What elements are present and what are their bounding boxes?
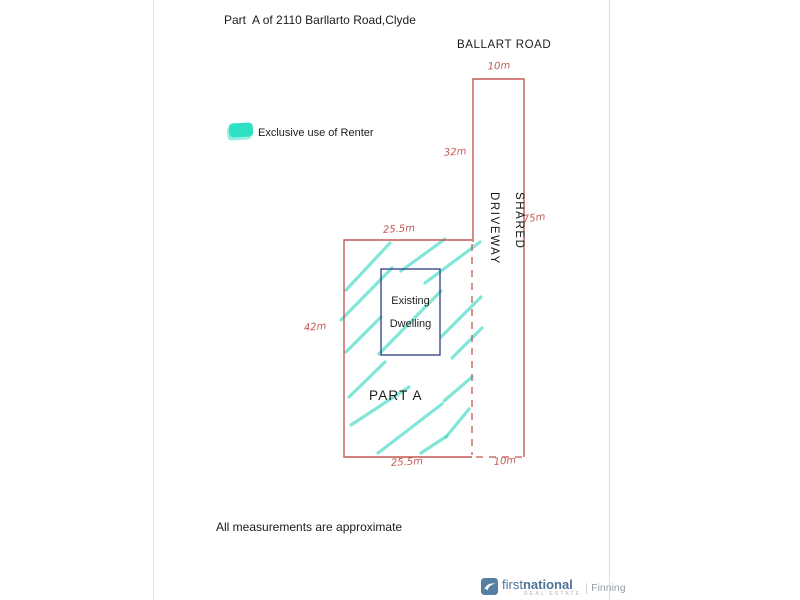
- existing-dwelling-line1: Existing: [391, 294, 430, 307]
- brand-first: first: [502, 577, 523, 592]
- measure-part-a-left: 42m: [303, 321, 327, 334]
- ballart-road-label: BALLART ROAD: [457, 39, 552, 51]
- legend-label: Exclusive use of Renter: [258, 127, 374, 139]
- legend-highlighter-swatch: [229, 122, 254, 137]
- agency-logo: [481, 578, 626, 597]
- measure-driveway-bottom: 10m: [493, 455, 517, 468]
- shared-driveway-word1: SHARED: [513, 192, 525, 250]
- agency-name: Finning: [586, 583, 625, 594]
- shared-driveway-word2: DRIVEWAY: [488, 192, 500, 265]
- measure-driveway-top: 10m: [487, 60, 511, 73]
- brand-text-block: [502, 578, 581, 597]
- measure-part-a-top: 25.5m: [382, 223, 416, 236]
- footnote: All measurements are approximate: [216, 520, 403, 534]
- existing-dwelling-label: [381, 269, 440, 355]
- firstnational-icon: [481, 578, 498, 595]
- measure-driveway-left-upper: 32m: [443, 146, 467, 159]
- brand-national: national: [522, 577, 573, 592]
- plan-title: Part A of 2110 Barllarto Road,Clyde: [224, 13, 416, 27]
- brand-name: [502, 578, 581, 592]
- existing-dwelling-line2: Dwelling: [389, 317, 432, 330]
- brand-subtitle: REAL ESTATE: [524, 591, 582, 597]
- measure-part-a-bottom: 25.5m: [390, 456, 424, 469]
- measure-driveway-right: 75m: [522, 211, 546, 226]
- part-a-label: PART A: [369, 388, 423, 403]
- shared-driveway-label: [488, 192, 525, 322]
